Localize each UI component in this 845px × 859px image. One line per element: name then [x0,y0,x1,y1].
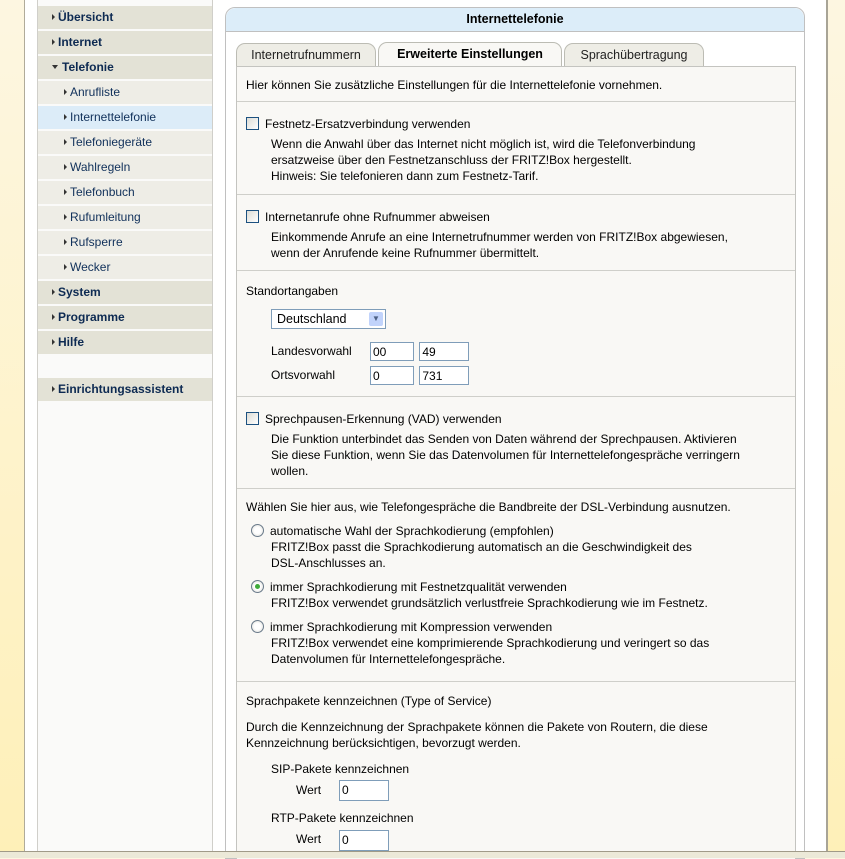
sip-label: SIP-Pakete kennzeichnen [271,762,410,776]
chevron-right-icon [52,14,55,20]
codec-auto-desc: DSL-Anschlusses an. [271,556,386,570]
fallback-section [237,102,795,195]
reject-section [237,195,795,271]
codec-option [246,515,786,571]
sidebar-item-einrichtungsassistent[interactable]: Einrichtungsassistent [38,378,212,401]
chevron-right-icon [64,264,67,270]
tab-internetrufnummern[interactable]: Internetrufnummern [236,43,376,66]
sidebar-nav [37,0,213,851]
fallback-desc-line: Wenn die Anwahl über das Internet nicht möglich ist, wird die Telefonverbindung [271,137,696,151]
codec-option [246,611,786,667]
codec-compression-radio[interactable] [251,620,264,633]
vad-label[interactable]: Sprechpausen-Erkennung (VAD) verwenden [265,412,502,426]
vad-option [246,397,786,427]
sidebar-item-telefoniegeraete[interactable]: Telefoniegeräte [38,131,212,154]
sidebar-item-internettelefonie[interactable]: Internettelefonie [38,106,212,129]
chevron-down-icon[interactable]: ▼ [369,312,383,326]
codec-heading: Wählen Sie hier aus, wie Telefongespräche die Bandbreite der DSL-Verbindung ausnutzen. [246,500,731,514]
reject-desc-line: wenn der Anrufende keine Rufnummer übermittelt. [271,246,540,260]
reject-label[interactable]: Internetanrufe ohne Rufnummer abweisen [265,210,490,224]
codec-landline-label[interactable]: immer Sprachkodierung mit Festnetzqualität verwenden [270,580,567,594]
vad-checkbox[interactable] [246,412,259,425]
sidebar-item-telefonbuch[interactable]: Telefonbuch [38,181,212,204]
codec-section [237,489,795,682]
codec-landline-desc: FRITZ!Box verwendet grundsätzlich verlustfreie Sprachkodierung wie im Festnetz. [271,596,708,610]
sidebar-item-hilfe[interactable]: Hilfe [38,331,212,354]
vad-desc-line: Sie diese Funktion, wenn Sie das Datenvolumen für Internettelefongespräche verringern [271,448,740,462]
fallback-label[interactable]: Festnetz-Ersatzverbindung verwenden [265,117,471,131]
country-code-input[interactable]: 49 [419,342,469,361]
sip-value-label: Wert [296,783,322,797]
sip-value-input[interactable]: 0 [339,780,389,801]
tab-erweiterte-einstellungen[interactable]: Erweiterte Einstellungen [378,42,562,67]
chevron-right-icon [52,386,55,392]
fallback-desc-line: ersatzweise über den Festnetzanschluss der FRITZ!Box hergestellt. [271,153,632,167]
chevron-right-icon [64,239,67,245]
chevron-right-icon [64,114,67,120]
area-code-label: Ortsvorwahl [271,368,336,382]
tos-desc-line: Durch die Kennzeichnung der Sprachpakete können die Pakete von Routern, die diese [246,720,708,734]
country-code-label: Landesvorwahl [271,344,352,358]
location-heading: Standortangaben [246,284,339,298]
sip-value-row [246,777,786,801]
page-title: Internettelefonie [226,8,804,32]
sidebar-item-uebersicht[interactable]: Übersicht [38,6,212,29]
codec-auto-desc: FRITZ!Box passt die Sprachkodierung automatisch an die Geschwindigkeit des [271,540,692,554]
tos-heading: Sprachpakete kennzeichnen (Type of Service) [246,694,492,708]
area-prefix-input[interactable]: 0 [370,366,414,385]
chevron-down-icon [52,65,58,69]
area-code-input[interactable]: 731 [419,366,469,385]
codec-compression-label[interactable]: immer Sprachkodierung mit Kompression verwenden [270,620,553,634]
chevron-right-icon [52,339,55,345]
vad-desc-line: Die Funktion unterbindet das Senden von Daten während der Sprechpausen. Aktivieren [271,432,737,446]
codec-auto-radio[interactable] [251,524,264,537]
country-select-value: Deutschland [277,312,347,326]
sidebar-item-internet[interactable]: Internet [38,31,212,54]
rtp-value-input[interactable]: 0 [339,830,389,851]
intro-text: Hier können Sie zusätzliche Einstellungen für die Internettelefonie vornehmen. [246,78,663,92]
sidebar-item-telefonie[interactable]: Telefonie [38,56,212,79]
rtp-value-label: Wert [296,832,322,847]
intro-section [237,67,795,102]
rtp-label: RTP-Pakete kennzeichnen [271,811,414,826]
sidebar-item-system[interactable]: System [38,281,212,304]
reject-checkbox[interactable] [246,210,259,223]
chevron-right-icon [52,314,55,320]
country-prefix-input[interactable]: 00 [370,342,414,361]
rtp-value-row [246,826,786,850]
area-code-row [271,365,469,386]
location-section [237,271,795,397]
chevron-right-icon [64,164,67,170]
settings-content [236,66,796,859]
sidebar-item-programme[interactable]: Programme [38,306,212,329]
fallback-option [246,102,786,132]
tos-desc-line: Kennzeichnung berücksichtigen, bevorzugt werden. [246,736,521,750]
tab-sprachuebertragung[interactable]: Sprachübertragung [564,43,704,66]
main-panel [225,7,805,859]
chevron-right-icon [52,289,55,295]
sidebar-spacer [38,356,212,378]
chevron-right-icon [64,214,67,220]
vad-section [237,397,795,489]
reject-desc-line: Einkommende Anrufe an eine Internetrufnummer werden von FRITZ!Box abgewiesen, [271,230,728,244]
codec-auto-label[interactable]: automatische Wahl der Sprachkodierung (empfohlen) [270,524,554,538]
codec-compression-desc: FRITZ!Box verwendet eine komprimierende Sprachkodierung und veringert so das [271,636,710,650]
sidebar-item-rufumleitung[interactable]: Rufumleitung [38,206,212,229]
sidebar-item-rufsperre[interactable]: Rufsperre [38,231,212,254]
codec-option [246,571,786,611]
country-code-row [271,341,469,362]
sidebar-item-wecker[interactable]: Wecker [38,256,212,279]
tos-section [237,682,795,851]
vad-desc-line: wollen. [271,464,309,478]
sidebar-item-anrufliste[interactable]: Anrufliste [38,81,212,104]
fallback-desc-line: Hinweis: Sie telefonieren dann zum Festnetz-Tarif. [271,169,539,183]
country-select[interactable] [271,309,386,329]
reject-option [246,195,786,225]
sidebar-item-wahlregeln[interactable]: Wahlregeln [38,156,212,179]
chevron-right-icon [52,39,55,45]
chevron-right-icon [64,89,67,95]
fallback-checkbox[interactable] [246,117,259,130]
codec-compression-desc: Datenvolumen für Internettelefongespräche. [271,652,506,666]
chevron-right-icon [64,189,67,195]
chevron-right-icon [64,139,67,145]
codec-landline-radio[interactable] [251,580,264,593]
